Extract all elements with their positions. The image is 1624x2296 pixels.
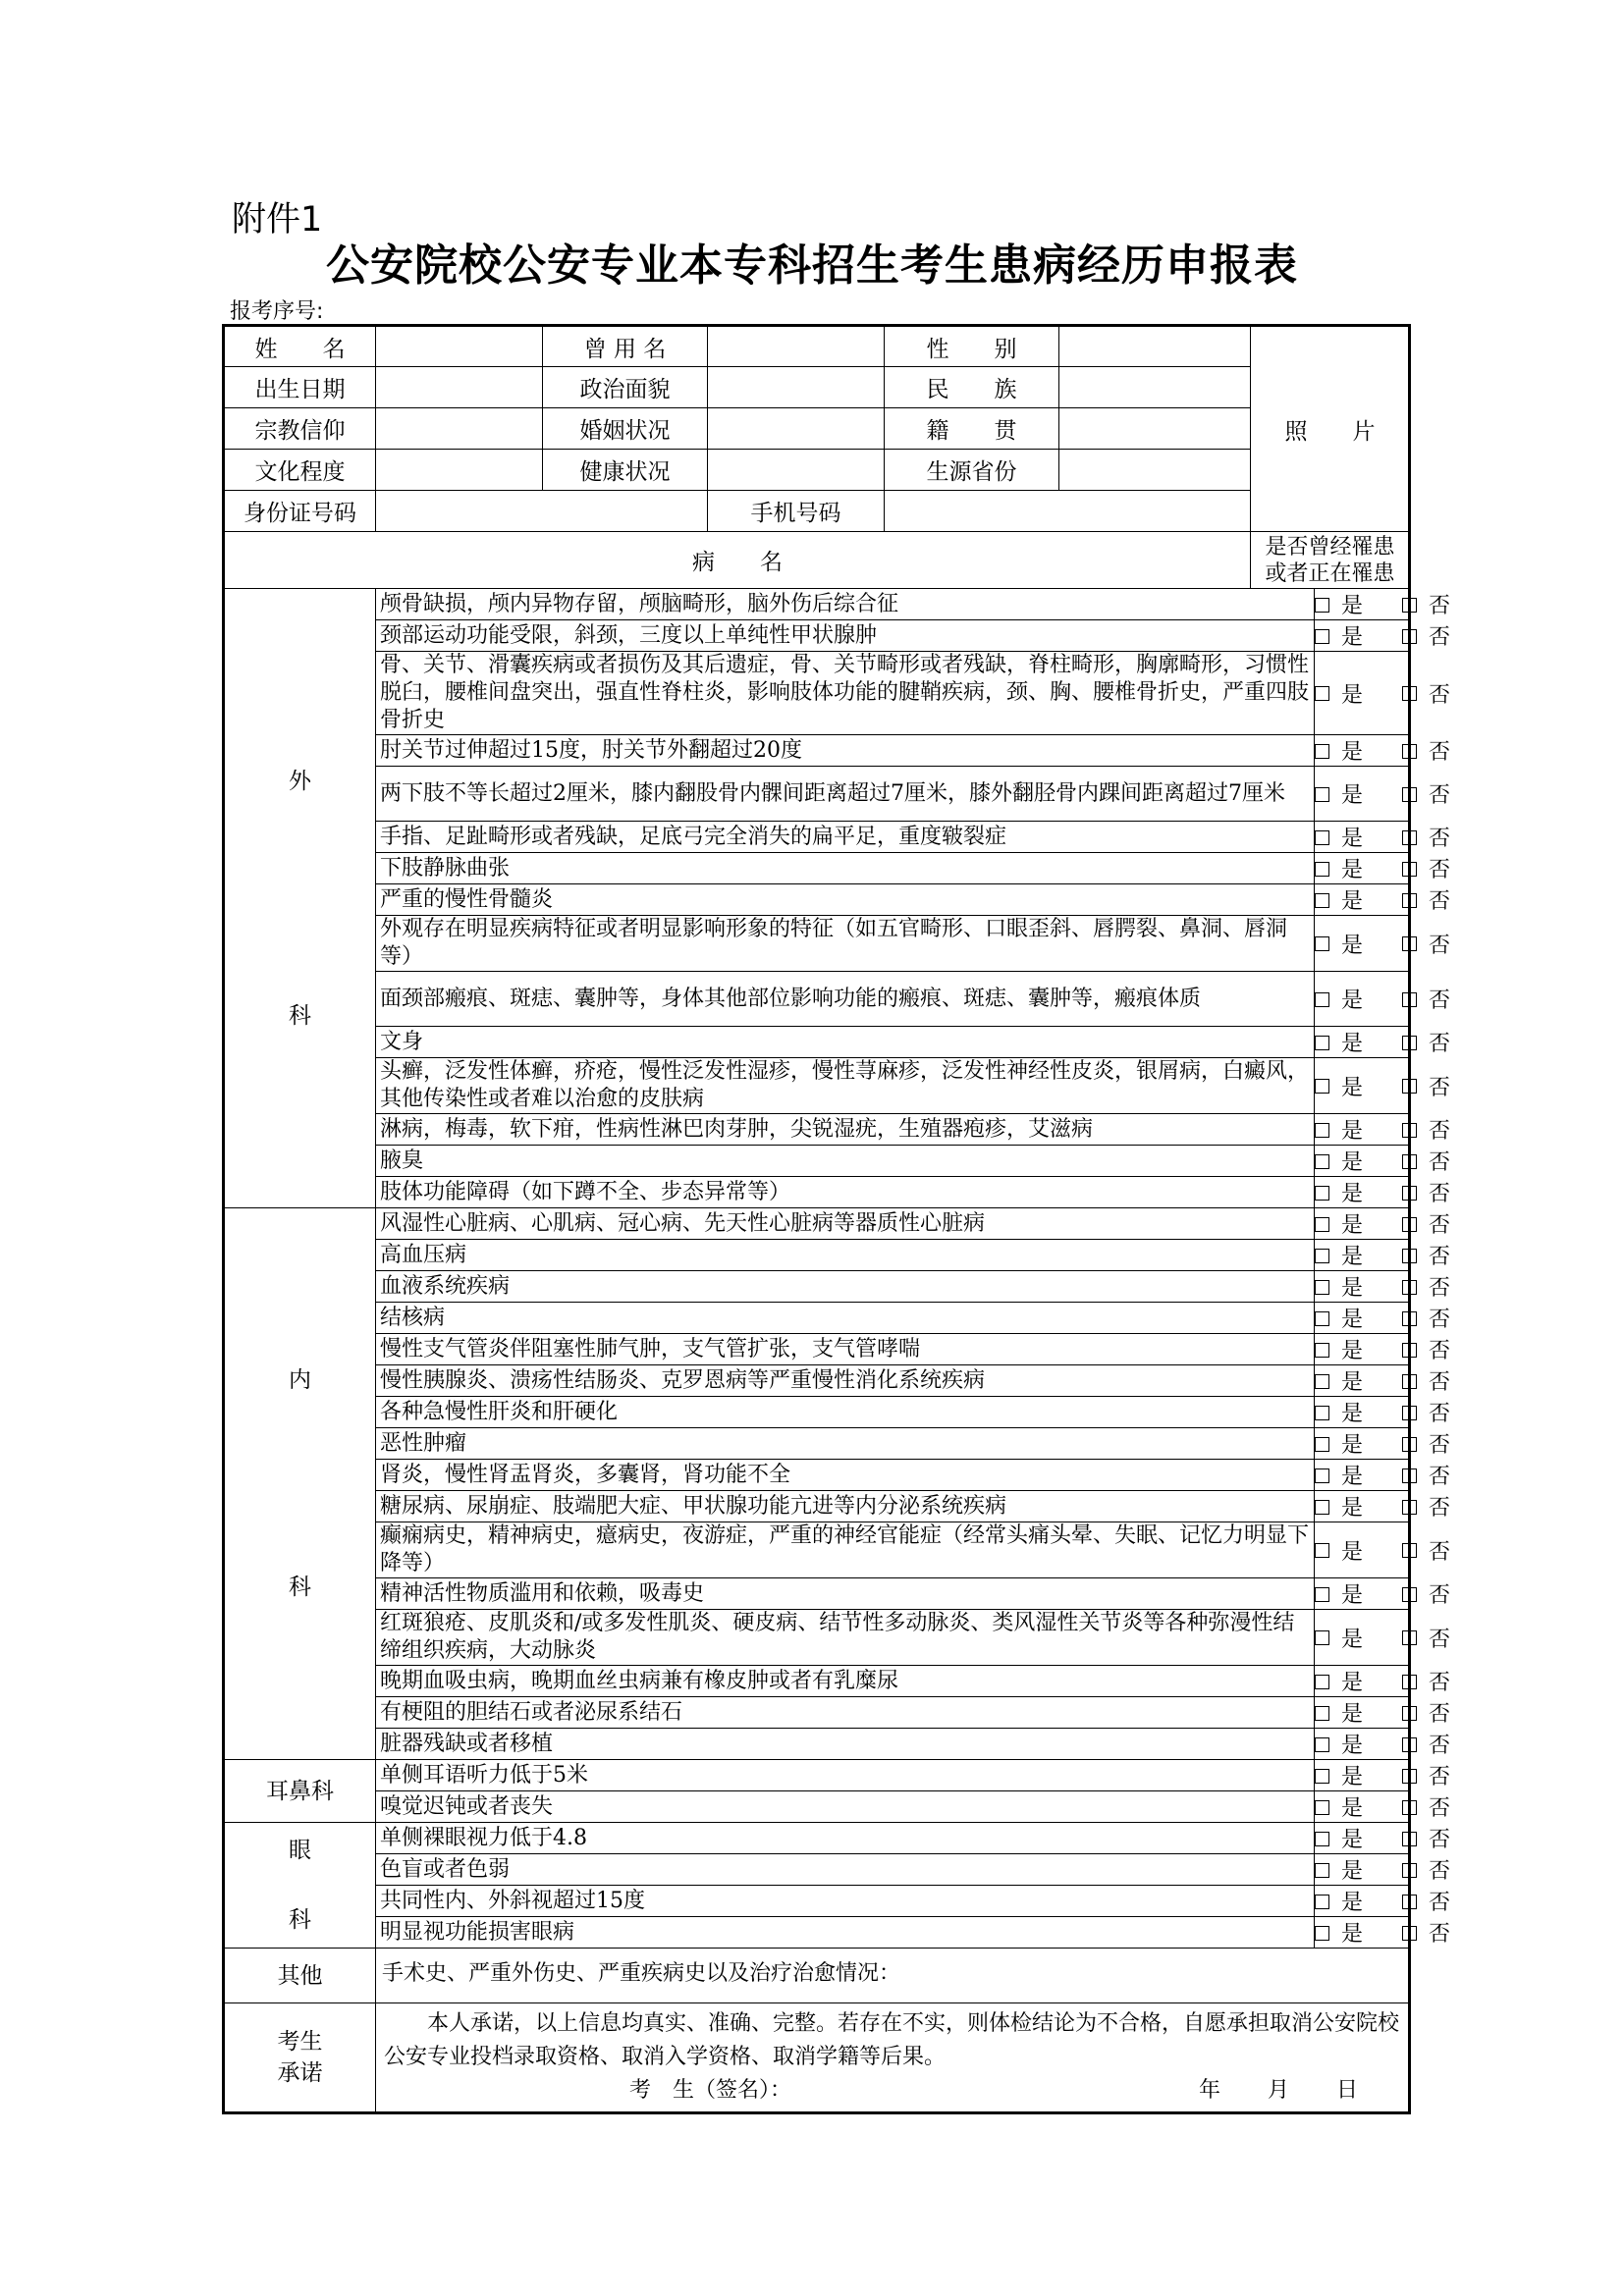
answer-cell [1315, 1886, 1451, 1917]
yes-label: 是 [1341, 1245, 1364, 1269]
answer-cell [1315, 1578, 1451, 1610]
no-checkbox[interactable] [1402, 1374, 1417, 1389]
origin-province-field[interactable] [1059, 450, 1251, 491]
yes-checkbox[interactable] [1315, 1630, 1329, 1645]
no-label: 否 [1429, 827, 1451, 851]
page-title: 公安院校公安专业本专科招生考生患病经历申报表 [326, 240, 1298, 291]
yes-checkbox[interactable] [1315, 1863, 1329, 1878]
answer-cell [1315, 1610, 1451, 1666]
answer-header [1251, 532, 1410, 589]
former-name-label: 曾 用 名 [543, 326, 708, 367]
no-checkbox[interactable] [1402, 1406, 1417, 1420]
dept-promise [224, 2003, 376, 2113]
answer-cell [1315, 1428, 1451, 1460]
no-label: 否 [1429, 1465, 1451, 1489]
yes-checkbox[interactable] [1315, 1800, 1329, 1815]
answer-cell [1315, 1240, 1451, 1271]
yes-checkbox[interactable] [1315, 1832, 1329, 1846]
no-checkbox[interactable] [1402, 629, 1417, 644]
no-checkbox[interactable] [1402, 787, 1417, 802]
other-history-field[interactable]: 手术史、严重外伤史、严重疾病史以及治疗治愈情况： [376, 1949, 1410, 2003]
answer-header-line1: 是否曾经罹患 [1265, 534, 1395, 560]
yes-checkbox[interactable] [1315, 1343, 1329, 1358]
origin-province-label: 生源省份 [885, 450, 1059, 491]
no-label: 否 [1429, 933, 1451, 958]
sign-date-year: 年 [1199, 2078, 1221, 2103]
disease-item: 癫痫病史，精神病史，癔病史，夜游症，严重的神经官能症（经常头痛头晕、失眠、记忆力明显下降等） [376, 1522, 1315, 1578]
answer-cell [1315, 589, 1451, 620]
answer-cell [1315, 1271, 1451, 1303]
phone-field[interactable] [885, 491, 1251, 532]
yes-checkbox[interactable] [1315, 598, 1329, 613]
ethnicity-field[interactable] [1059, 367, 1251, 408]
no-label: 否 [1429, 1627, 1451, 1652]
religion-label: 宗教信仰 [224, 408, 376, 450]
no-checkbox[interactable] [1402, 1468, 1417, 1483]
answer-cell [1315, 1027, 1451, 1058]
yes-label: 是 [1341, 1433, 1364, 1458]
yes-label: 是 [1341, 1627, 1364, 1652]
yes-checkbox[interactable] [1315, 686, 1329, 701]
yes-label: 是 [1341, 1539, 1364, 1565]
yes-label: 是 [1341, 1308, 1364, 1332]
disease-item: 下肢静脉曲张 [376, 853, 1315, 884]
yes-label: 是 [1341, 1150, 1364, 1175]
no-label: 否 [1429, 1496, 1451, 1521]
no-label: 否 [1429, 1583, 1451, 1608]
phone-label: 手机号码 [708, 491, 885, 532]
yes-label: 是 [1341, 625, 1364, 650]
yes-label: 是 [1341, 1765, 1364, 1789]
answer-cell [1315, 884, 1451, 916]
no-label: 否 [1429, 1671, 1451, 1695]
yes-label: 是 [1341, 1734, 1364, 1758]
disease-item: 共同性内、外斜视超过15度 [376, 1886, 1315, 1917]
dept-ent: 耳鼻科 [224, 1760, 376, 1823]
no-label: 否 [1429, 1859, 1451, 1884]
no-checkbox[interactable] [1402, 893, 1417, 908]
sign-label: 考 生（签名）： [629, 2078, 792, 2103]
answer-cell [1315, 1460, 1451, 1491]
no-label: 否 [1429, 858, 1451, 882]
no-label: 否 [1429, 1245, 1451, 1269]
yes-checkbox[interactable] [1315, 830, 1329, 845]
id-number-label: 身份证号码 [224, 491, 376, 532]
answer-cell [1315, 1177, 1451, 1208]
no-checkbox[interactable] [1402, 1154, 1417, 1169]
answer-cell [1315, 1114, 1451, 1146]
yes-checkbox[interactable] [1315, 629, 1329, 644]
disease-item: 肾炎，慢性肾盂肾炎，多囊肾，肾功能不全 [376, 1460, 1315, 1491]
disease-item: 慢性胰腺炎、溃疡性结肠炎、克罗恩病等严重慢性消化系统疾病 [376, 1365, 1315, 1397]
yes-checkbox[interactable] [1315, 1186, 1329, 1201]
education-label: 文化程度 [224, 450, 376, 491]
no-checkbox[interactable] [1402, 992, 1417, 1007]
disease-item: 明显视功能损害眼病 [376, 1917, 1315, 1949]
yes-checkbox[interactable] [1315, 1926, 1329, 1941]
yes-label: 是 [1341, 1891, 1364, 1915]
photo-box[interactable]: 照 片 [1251, 326, 1410, 532]
disease-item: 头癣，泛发性体癣，疥疮，慢性泛发性湿疹，慢性荨麻疹，泛发性神经性皮炎，银屑病，白癜风，其他传染性或者难以治愈的皮肤病 [376, 1058, 1315, 1114]
yes-checkbox[interactable] [1315, 1543, 1329, 1558]
health-status-label: 健康状况 [543, 450, 708, 491]
promise-cell [376, 2003, 1410, 2113]
yes-label: 是 [1341, 1922, 1364, 1947]
answer-cell [1315, 1334, 1451, 1365]
no-checkbox[interactable] [1402, 936, 1417, 951]
answer-cell [1315, 1058, 1451, 1114]
yes-label: 是 [1341, 1032, 1364, 1056]
no-label: 否 [1429, 1828, 1451, 1852]
native-place-field[interactable] [1059, 408, 1251, 450]
no-label: 否 [1429, 594, 1451, 618]
no-checkbox[interactable] [1402, 1675, 1417, 1689]
no-label: 否 [1429, 889, 1451, 914]
dept-internal [224, 1208, 376, 1760]
disease-item: 糖尿病、尿崩症、肢端肥大症、甲状腺功能亢进等内分泌系统疾病 [376, 1491, 1315, 1522]
dept-eye [224, 1823, 376, 1949]
no-checkbox[interactable] [1402, 1832, 1417, 1846]
no-label: 否 [1429, 1922, 1451, 1947]
disease-item: 骨、关节、滑囊疾病或者损伤及其后遗症，骨、关节畸形或者残缺，脊柱畸形，胸廓畸形，习惯性脱臼，腰椎间盘突出，强直性脊柱炎，影响肢体功能的腱鞘疾病，颈、胸、腰椎骨折史，严重四肢骨折史 [376, 652, 1315, 735]
answer-cell [1315, 1729, 1451, 1760]
disease-item: 风湿性心脏病、心肌病、冠心病、先天性心脏病等器质性心脏病 [376, 1208, 1315, 1240]
answer-cell [1315, 735, 1451, 767]
no-label: 否 [1429, 1402, 1451, 1426]
no-checkbox[interactable] [1402, 1186, 1417, 1201]
no-label: 否 [1429, 988, 1451, 1013]
no-label: 否 [1429, 1765, 1451, 1789]
yes-label: 是 [1341, 1339, 1364, 1363]
no-checkbox[interactable] [1402, 1587, 1417, 1602]
disease-item: 脏器残缺或者移植 [376, 1729, 1315, 1760]
yes-checkbox[interactable] [1315, 1374, 1329, 1389]
no-label: 否 [1429, 1370, 1451, 1395]
disease-item: 面颈部瘢痕、斑痣、囊肿等，身体其他部位影响功能的瘢痕、斑痣、囊肿等，瘢痕体质 [376, 972, 1315, 1027]
yes-checkbox[interactable] [1315, 1154, 1329, 1169]
yes-checkbox[interactable] [1315, 1311, 1329, 1326]
dept-internal-char: 科 [289, 1575, 311, 1600]
religion-field[interactable] [376, 408, 543, 450]
yes-checkbox[interactable] [1315, 1123, 1329, 1138]
disease-item: 恶性肿瘤 [376, 1428, 1315, 1460]
no-label: 否 [1429, 1702, 1451, 1727]
yes-label: 是 [1341, 1276, 1364, 1301]
no-checkbox[interactable] [1402, 1737, 1417, 1752]
dept-eye-char: 科 [289, 1907, 311, 1933]
yes-checkbox[interactable] [1315, 936, 1329, 951]
no-checkbox[interactable] [1402, 1249, 1417, 1263]
disease-item: 色盲或者色弱 [376, 1854, 1315, 1886]
yes-checkbox[interactable] [1315, 1675, 1329, 1689]
disease-item: 红斑狼疮、皮肌炎和/或多发性肌炎、硬皮病、结节性多动脉炎、类风湿性关节炎等各种弥漫性结缔组织疾病，大动脉炎 [376, 1610, 1315, 1666]
yes-label: 是 [1341, 858, 1364, 882]
no-checkbox[interactable] [1402, 744, 1417, 759]
no-checkbox[interactable] [1402, 1437, 1417, 1452]
dept-eye-char: 眼 [289, 1838, 311, 1863]
no-checkbox[interactable] [1402, 1311, 1417, 1326]
no-label: 否 [1429, 1032, 1451, 1056]
no-label: 否 [1429, 1433, 1451, 1458]
no-label: 否 [1429, 682, 1451, 708]
no-checkbox[interactable] [1402, 1500, 1417, 1515]
sign-date-month: 月 [1268, 2078, 1290, 2103]
no-label: 否 [1429, 1339, 1451, 1363]
answer-header-line2: 或者正在罹患 [1265, 561, 1395, 586]
yes-label: 是 [1341, 1182, 1364, 1206]
dept-other: 其他 [224, 1949, 376, 2003]
answer-cell [1315, 620, 1451, 652]
answer-cell [1315, 1146, 1451, 1177]
disease-item: 外观存在明显疾病特征或者明显影响形象的特征（如五官畸形、口眼歪斜、唇腭裂、鼻洞、唇洞等） [376, 916, 1315, 972]
disease-item: 精神活性物质滥用和依赖，吸毒史 [376, 1578, 1315, 1610]
ethnicity-label: 民 族 [885, 367, 1059, 408]
former-name-field[interactable] [708, 326, 885, 367]
birth-date-field[interactable] [376, 367, 543, 408]
no-checkbox[interactable] [1402, 1280, 1417, 1295]
yes-checkbox[interactable] [1315, 1036, 1329, 1050]
dept-surgery [224, 589, 376, 1208]
answer-cell [1315, 1666, 1451, 1697]
answer-cell [1315, 916, 1451, 972]
disease-item: 颅骨缺损，颅内异物存留，颅脑畸形，脑外伤后综合征 [376, 589, 1315, 620]
promise-text: 本人承诺，以上信息均真实、准确、完整。若存在不实，则体检结论为不合格，自愿承担取消公安院校公安专业投档录取资格、取消入学资格、取消学籍等后果。 [384, 2011, 1400, 2069]
disease-item: 严重的慢性骨髓炎 [376, 884, 1315, 916]
dept-promise-line2: 承诺 [277, 2060, 323, 2086]
disease-item: 血液系统疾病 [376, 1271, 1315, 1303]
gender-field[interactable] [1059, 326, 1251, 367]
disease-item: 晚期血吸虫病，晚期血丝虫病兼有橡皮肿或者有乳糜尿 [376, 1666, 1315, 1697]
native-place-label: 籍 贯 [885, 408, 1059, 450]
yes-checkbox[interactable] [1315, 1587, 1329, 1602]
yes-label: 是 [1341, 1796, 1364, 1821]
no-checkbox[interactable] [1402, 1630, 1417, 1645]
answer-cell [1315, 767, 1451, 822]
answer-cell [1315, 1823, 1451, 1854]
disease-item: 文身 [376, 1027, 1315, 1058]
yes-checkbox[interactable] [1315, 1895, 1329, 1909]
disease-item: 颈部运动功能受限，斜颈，三度以上单纯性甲状腺肿 [376, 620, 1315, 652]
no-label: 否 [1429, 1213, 1451, 1238]
no-checkbox[interactable] [1402, 1895, 1417, 1909]
dept-surgery-char: 外 [289, 768, 311, 794]
yes-checkbox[interactable] [1315, 1249, 1329, 1263]
declaration-form [222, 324, 1451, 2114]
no-checkbox[interactable] [1402, 830, 1417, 845]
dept-surgery-char: 科 [289, 1002, 311, 1029]
yes-label: 是 [1341, 594, 1364, 618]
yes-checkbox[interactable] [1315, 787, 1329, 802]
no-checkbox[interactable] [1402, 1926, 1417, 1941]
yes-checkbox[interactable] [1315, 1280, 1329, 1295]
id-number-field[interactable] [376, 491, 708, 532]
yes-label: 是 [1341, 783, 1364, 808]
dept-internal-char: 内 [289, 1367, 311, 1393]
marital-status-field[interactable] [708, 408, 885, 450]
yes-checkbox[interactable] [1315, 1217, 1329, 1232]
disease-item: 单侧耳语听力低于5米 [376, 1760, 1315, 1791]
no-checkbox[interactable] [1402, 1769, 1417, 1784]
yes-checkbox[interactable] [1315, 1468, 1329, 1483]
no-checkbox[interactable] [1402, 686, 1417, 701]
yes-checkbox[interactable] [1315, 862, 1329, 877]
disease-item: 淋病，梅毒，软下疳，性病性淋巴肉芽肿，尖锐湿疣，生殖器疱疹，艾滋病 [376, 1114, 1315, 1146]
no-label: 否 [1429, 1539, 1451, 1565]
no-label: 否 [1429, 783, 1451, 808]
yes-label: 是 [1341, 740, 1364, 765]
answer-cell [1315, 652, 1451, 735]
answer-cell [1315, 1208, 1451, 1240]
answer-cell [1315, 822, 1451, 853]
yes-label: 是 [1341, 933, 1364, 958]
no-checkbox[interactable] [1402, 1217, 1417, 1232]
disease-item: 有梗阻的胆结石或者泌尿系结石 [376, 1697, 1315, 1729]
attachment-label: 附件1 [232, 200, 323, 240]
yes-checkbox[interactable] [1315, 992, 1329, 1007]
name-label: 姓 名 [224, 326, 376, 367]
disease-item: 各种急慢性肝炎和肝硬化 [376, 1397, 1315, 1428]
yes-label: 是 [1341, 1702, 1364, 1727]
answer-cell [1315, 1491, 1451, 1522]
no-label: 否 [1429, 1182, 1451, 1206]
yes-label: 是 [1341, 1402, 1364, 1426]
yes-label: 是 [1341, 1828, 1364, 1852]
no-checkbox[interactable] [1402, 862, 1417, 877]
no-checkbox[interactable] [1402, 1079, 1417, 1094]
yes-checkbox[interactable] [1315, 1706, 1329, 1721]
yes-label: 是 [1341, 682, 1364, 708]
gender-label: 性 别 [885, 326, 1059, 367]
no-checkbox[interactable] [1402, 1863, 1417, 1878]
yes-checkbox[interactable] [1315, 1406, 1329, 1420]
political-status-field[interactable] [708, 367, 885, 408]
yes-checkbox[interactable] [1315, 1079, 1329, 1094]
disease-item: 嗅觉迟钝或者丧失 [376, 1791, 1315, 1823]
yes-label: 是 [1341, 1859, 1364, 1884]
no-checkbox[interactable] [1402, 1036, 1417, 1050]
answer-cell [1315, 1697, 1451, 1729]
answer-cell [1315, 853, 1451, 884]
yes-label: 是 [1341, 1075, 1364, 1100]
answer-cell [1315, 1303, 1451, 1334]
yes-checkbox[interactable] [1315, 1769, 1329, 1784]
yes-checkbox[interactable] [1315, 1500, 1329, 1515]
answer-cell [1315, 1365, 1451, 1397]
yes-label: 是 [1341, 988, 1364, 1013]
yes-label: 是 [1341, 1213, 1364, 1238]
yes-label: 是 [1341, 827, 1364, 851]
yes-label: 是 [1341, 1671, 1364, 1695]
yes-label: 是 [1341, 889, 1364, 914]
yes-checkbox[interactable] [1315, 1437, 1329, 1452]
yes-label: 是 [1341, 1370, 1364, 1395]
birth-date-label: 出生日期 [224, 367, 376, 408]
answer-cell [1315, 1791, 1451, 1823]
disease-item: 肘关节过伸超过15度，肘关节外翻超过20度 [376, 735, 1315, 767]
no-checkbox[interactable] [1402, 1343, 1417, 1358]
yes-label: 是 [1341, 1496, 1364, 1521]
disease-item: 两下肢不等长超过2厘米，膝内翻股骨内髁间距离超过7厘米，膝外翻胫骨内踝间距离超过7厘米 [376, 767, 1315, 822]
answer-cell [1315, 972, 1451, 1027]
marital-status-label: 婚姻状况 [543, 408, 708, 450]
name-field[interactable] [376, 326, 543, 367]
answer-cell [1315, 1917, 1451, 1949]
answer-cell [1315, 1760, 1451, 1791]
no-label: 否 [1429, 1796, 1451, 1821]
answer-cell [1315, 1854, 1451, 1886]
sign-date-day: 日 [1336, 2078, 1359, 2103]
no-label: 否 [1429, 740, 1451, 765]
yes-checkbox[interactable] [1315, 893, 1329, 908]
no-label: 否 [1429, 1276, 1451, 1301]
yes-label: 是 [1341, 1583, 1364, 1608]
yes-label: 是 [1341, 1119, 1364, 1144]
no-label: 否 [1429, 1308, 1451, 1332]
disease-item: 高血压病 [376, 1240, 1315, 1271]
no-checkbox[interactable] [1402, 598, 1417, 613]
no-label: 否 [1429, 625, 1451, 650]
education-field[interactable] [376, 450, 543, 491]
no-checkbox[interactable] [1402, 1706, 1417, 1721]
no-checkbox[interactable] [1402, 1800, 1417, 1815]
no-label: 否 [1429, 1075, 1451, 1100]
no-label: 否 [1429, 1734, 1451, 1758]
disease-header: 病 名 [224, 532, 1251, 589]
yes-checkbox[interactable] [1315, 1737, 1329, 1752]
no-checkbox[interactable] [1402, 1123, 1417, 1138]
political-status-label: 政治面貌 [543, 367, 708, 408]
yes-label: 是 [1341, 1465, 1364, 1489]
yes-checkbox[interactable] [1315, 744, 1329, 759]
health-status-field[interactable] [708, 450, 885, 491]
no-label: 否 [1429, 1119, 1451, 1144]
disease-item: 腋臭 [376, 1146, 1315, 1177]
disease-item: 肢体功能障碍（如下蹲不全、步态异常等） [376, 1177, 1315, 1208]
no-label: 否 [1429, 1891, 1451, 1915]
disease-item: 手指、足趾畸形或者残缺，足底弓完全消失的扁平足，重度皲裂症 [376, 822, 1315, 853]
disease-item: 单侧裸眼视力低于4.8 [376, 1823, 1315, 1854]
no-checkbox[interactable] [1402, 1543, 1417, 1558]
disease-item: 结核病 [376, 1303, 1315, 1334]
no-label: 否 [1429, 1150, 1451, 1175]
serial-number-label: 报考序号: [230, 299, 324, 324]
dept-promise-line1: 考生 [277, 2029, 323, 2055]
answer-cell [1315, 1522, 1451, 1578]
answer-cell [1315, 1397, 1451, 1428]
disease-item: 慢性支气管炎伴阻塞性肺气肿，支气管扩张，支气管哮喘 [376, 1334, 1315, 1365]
